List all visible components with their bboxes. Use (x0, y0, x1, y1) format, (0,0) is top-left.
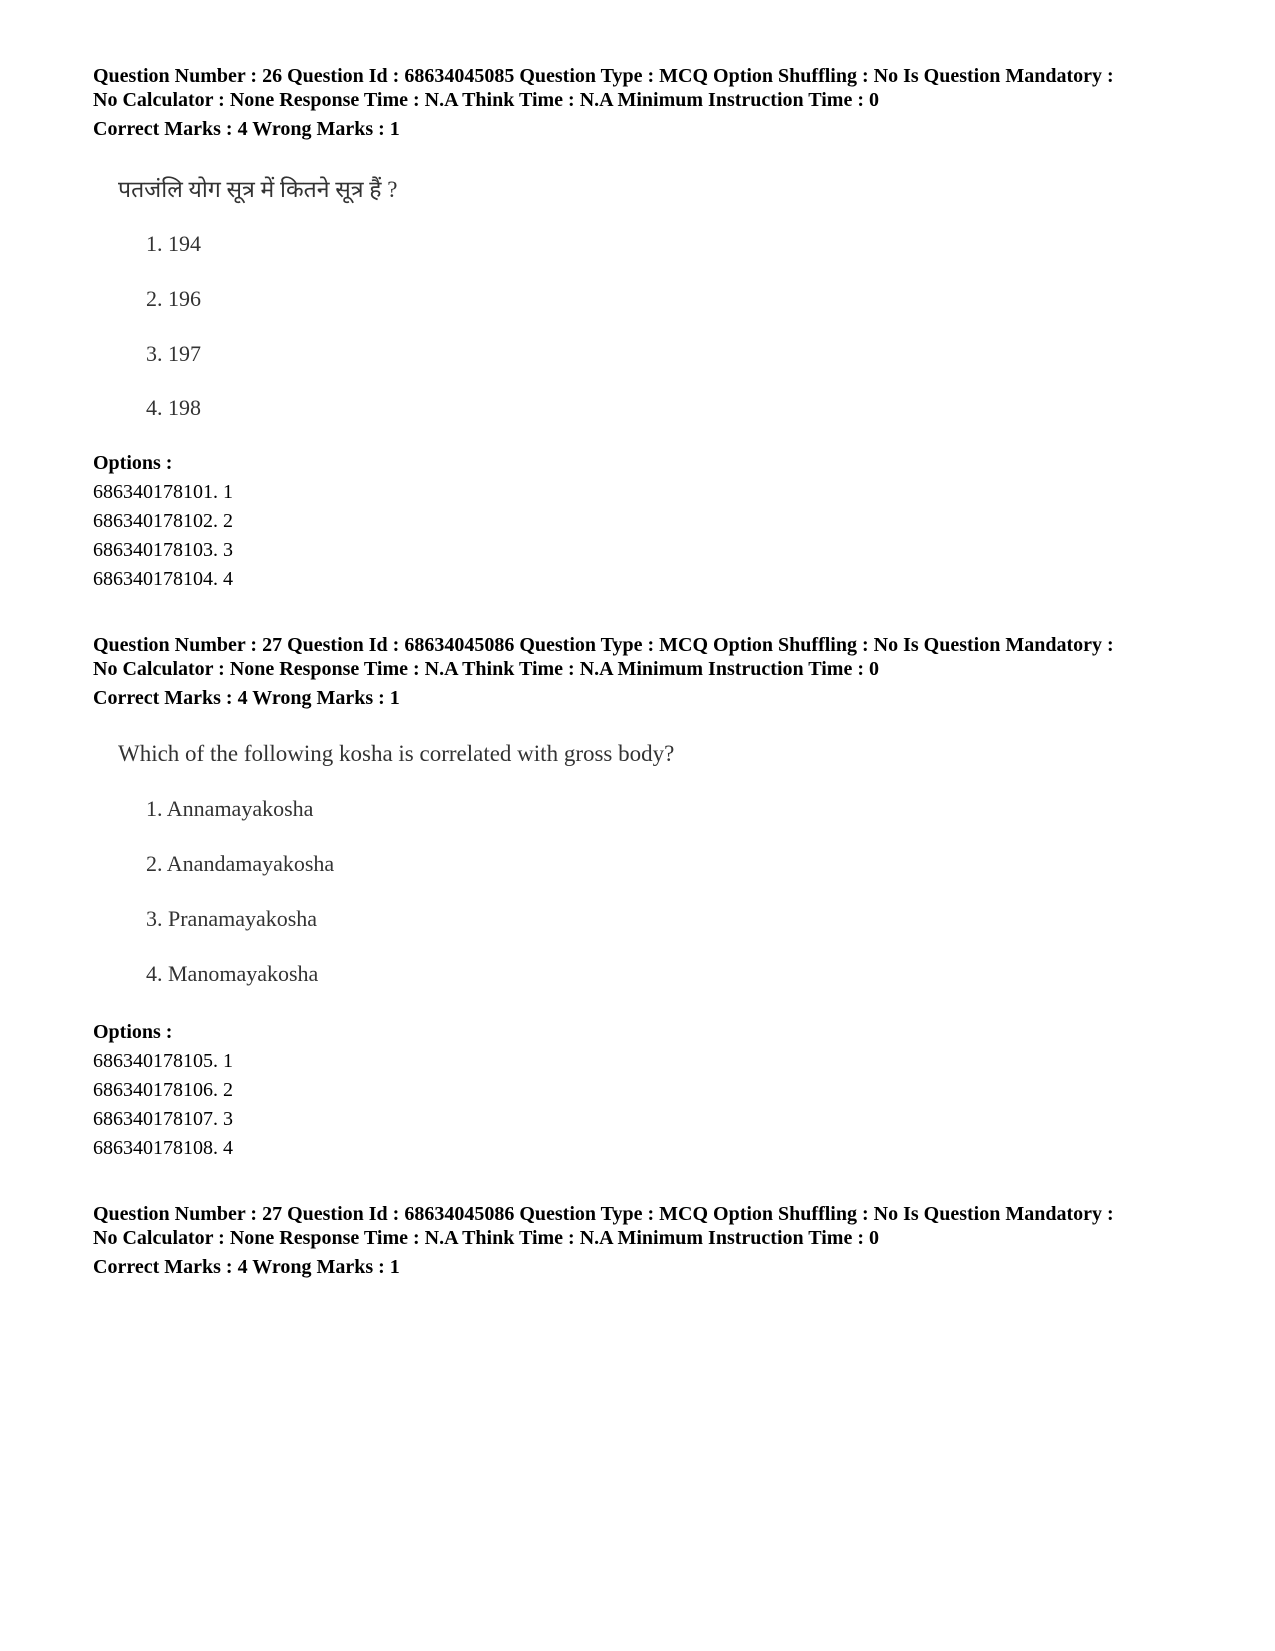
option-row: 686340178103. 3 (93, 539, 233, 561)
option-row: 686340178101. 1 (93, 481, 233, 503)
question-header-26 (93, 64, 1233, 112)
question-header-line-2: No Calculator : None Response Time : N.A Think Time : N.A Minimum Instruction Time : 0 (93, 1227, 879, 1249)
question-header-27b (93, 1202, 1233, 1250)
option-row: 686340178108. 4 (93, 1137, 233, 1159)
question-header-line-1: Question Number : 27 Question Id : 68634045086 Question Type : MCQ Option Shuffling : No Is Question Mandatory : (93, 1203, 1114, 1225)
options-label-27: Options : (93, 1021, 173, 1043)
question-header-27 (93, 633, 1233, 681)
option-row: 686340178106. 2 (93, 1079, 233, 1101)
question-choice: 1. Annamayakosha (146, 796, 314, 821)
question-choice: 2. 196 (146, 286, 201, 311)
question-stem-26: पतजंलि योग सूत्र में कितने सूत्र हैं ? (118, 177, 398, 202)
option-row: 686340178107. 3 (93, 1108, 233, 1130)
option-row: 686340178105. 1 (93, 1050, 233, 1072)
question-choice: 2. Anandamayakosha (146, 851, 335, 876)
question-header-line-1: Question Number : 27 Question Id : 68634045086 Question Type : MCQ Option Shuffling : No Is Question Mandatory : (93, 634, 1114, 656)
options-label-26: Options : (93, 452, 173, 474)
option-row: 686340178102. 2 (93, 510, 233, 532)
question-choice: 1. 194 (146, 231, 201, 256)
question-header-line-1: Question Number : 26 Question Id : 68634045085 Question Type : MCQ Option Shuffling : No Is Question Mandatory : (93, 65, 1114, 87)
question-stem-27: Which of the following kosha is correlated with gross body? (118, 741, 675, 766)
question-marks-26: Correct Marks : 4 Wrong Marks : 1 (93, 118, 400, 140)
option-row: 686340178104. 4 (93, 568, 233, 590)
question-choice: 4. Manomayakosha (146, 961, 319, 986)
question-header-line-2: No Calculator : None Response Time : N.A Think Time : N.A Minimum Instruction Time : 0 (93, 658, 879, 680)
question-choice: 3. 197 (146, 341, 201, 366)
question-marks-27: Correct Marks : 4 Wrong Marks : 1 (93, 687, 400, 709)
question-header-line-2: No Calculator : None Response Time : N.A Think Time : N.A Minimum Instruction Time : 0 (93, 89, 879, 111)
question-choice: 4. 198 (146, 395, 201, 420)
question-choice: 3. Pranamayakosha (146, 906, 318, 931)
question-marks-27b: Correct Marks : 4 Wrong Marks : 1 (93, 1256, 400, 1278)
